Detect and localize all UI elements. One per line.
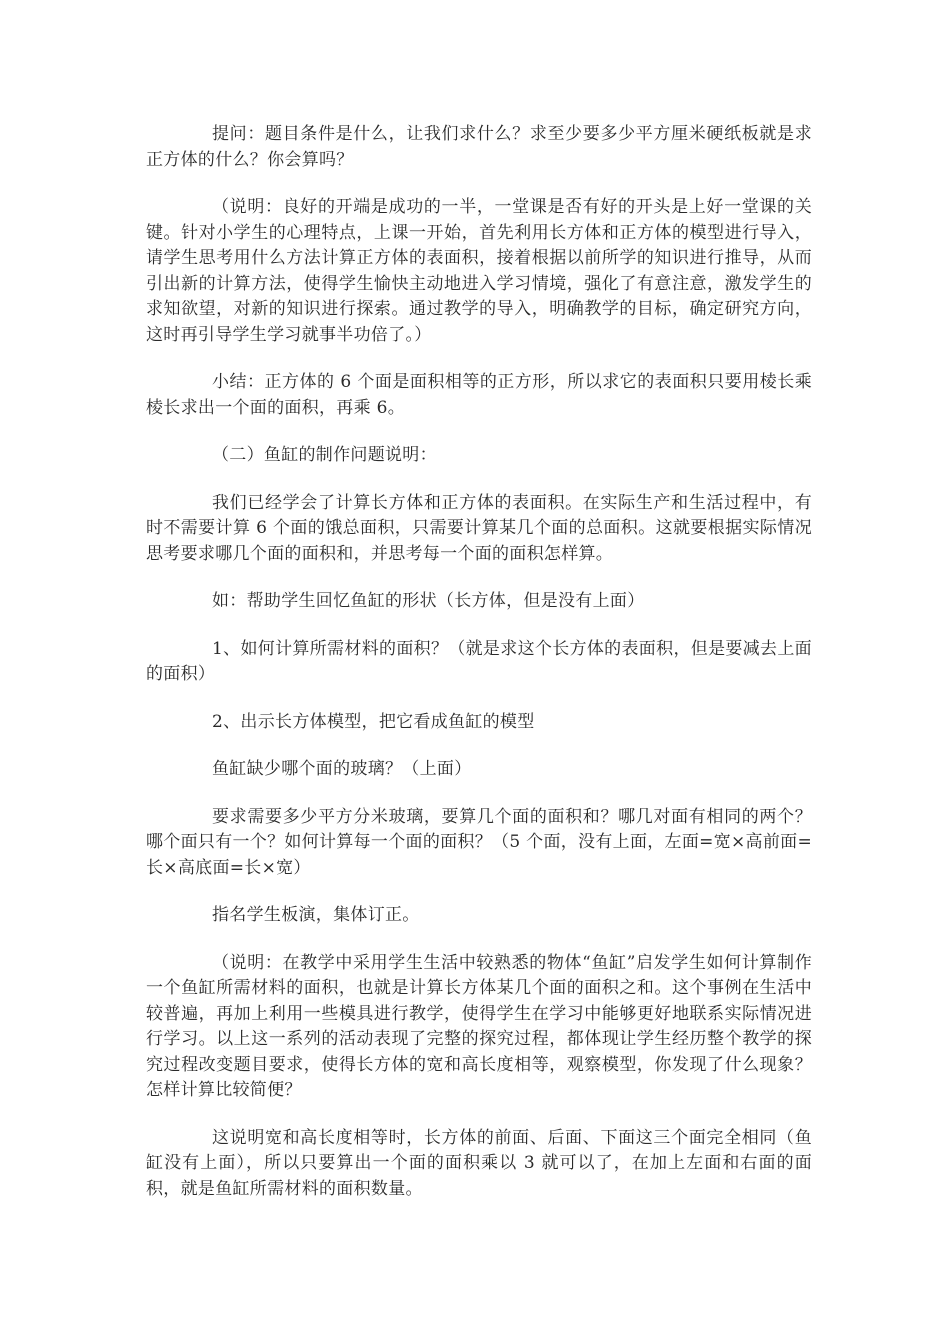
section-heading-fish-tank: （二）鱼缸的制作问题说明：	[212, 445, 437, 465]
paragraph-board-work: 指名学生板演，集体订正。	[212, 905, 420, 925]
paragraph-note-fish-tank: （说明：在教学中采用学生生活中较熟悉的物体“鱼缸”启发学生如何计算制作一个鱼缸所需材料的面积，也就是计算长方体某几个面的面积之和。这个事例在生活中较普遍，再加上利用一些模具进行教学，使得学生在学习中能够更好地联系实际情况进行学习。以上这一系列的活动表现了完整的探究过程，都体现让学生经历整个教学的探究过程改变题目要求，使得长方体的宽和高长度相等，观察模型，你发现了什么现象？怎样计算比较简便？	[146, 952, 812, 1100]
paragraph-note-intro: （说明：良好的开端是成功的一半，一堂课是否有好的开头是上好一堂课的关键。针对小学生的心理特点，上课一开始，首先利用长方体和正方体的模型进行导入，请学生思考用什么方法计算正方体的表面积，接着根据以前所学的知识进行推导，从而引出新的计算方法，使得学生愉快主动地进入学习情境，强化了有意注意，激发学生的求知欲望，对新的知识进行探索。通过教学的导入，明确教学的目标，确定研究方向，这时再引导学生学习就事半功倍了。）	[146, 197, 812, 345]
paragraph-example: 如：帮助学生回忆鱼缸的形状（长方体，但是没有上面）	[212, 591, 645, 611]
paragraph-surface-area: 我们已经学会了计算长方体和正方体的表面积。在实际生产和生活过程中，有时不需要计算 6 个面的饿总面积，只需要计算某几个面的总面积。这就要根据实际情况思考要求哪几个面的面积和，并思考每一个面的面积怎样算。	[146, 492, 812, 564]
paragraph-question: 提问：题目条件是什么，让我们求什么？求至少要多少平方厘米硬纸板就是求正方体的什么？你会算吗？	[146, 124, 812, 170]
list-item-1: 1、如何计算所需材料的面积？（就是求这个长方体的表面积，但是要减去上面的面积）	[146, 638, 812, 684]
paragraph-summary: 小结：正方体的 6 个面是面积相等的正方形，所以求它的表面积只要用棱长乘棱长求出一个面的面积，再乘 6。	[146, 372, 812, 418]
paragraph-missing-face: 鱼缸缺少哪个面的玻璃？（上面）	[212, 759, 472, 779]
list-item-2: 2、出示长方体模型，把它看成鱼缸的模型	[212, 711, 535, 732]
paragraph-glass-question: 要求需要多少平方分米玻璃，要算几个面的面积和？哪几对面有相同的两个？哪个面只有一个？如何计算每一个面的面积？（5 个面，没有上面，左面=宽×高前面=长×高底面=长×宽）	[146, 806, 812, 878]
paragraph-conclusion: 这说明宽和高长度相等时，长方体的前面、后面、下面这三个面完全相同（鱼缸没有上面），所以只要算出一个面的面积乘以 3 就可以了，在加上左面和右面的面积，就是鱼缸所需材料的面积数量。	[146, 1127, 812, 1199]
document-page	[146, 122, 812, 1224]
